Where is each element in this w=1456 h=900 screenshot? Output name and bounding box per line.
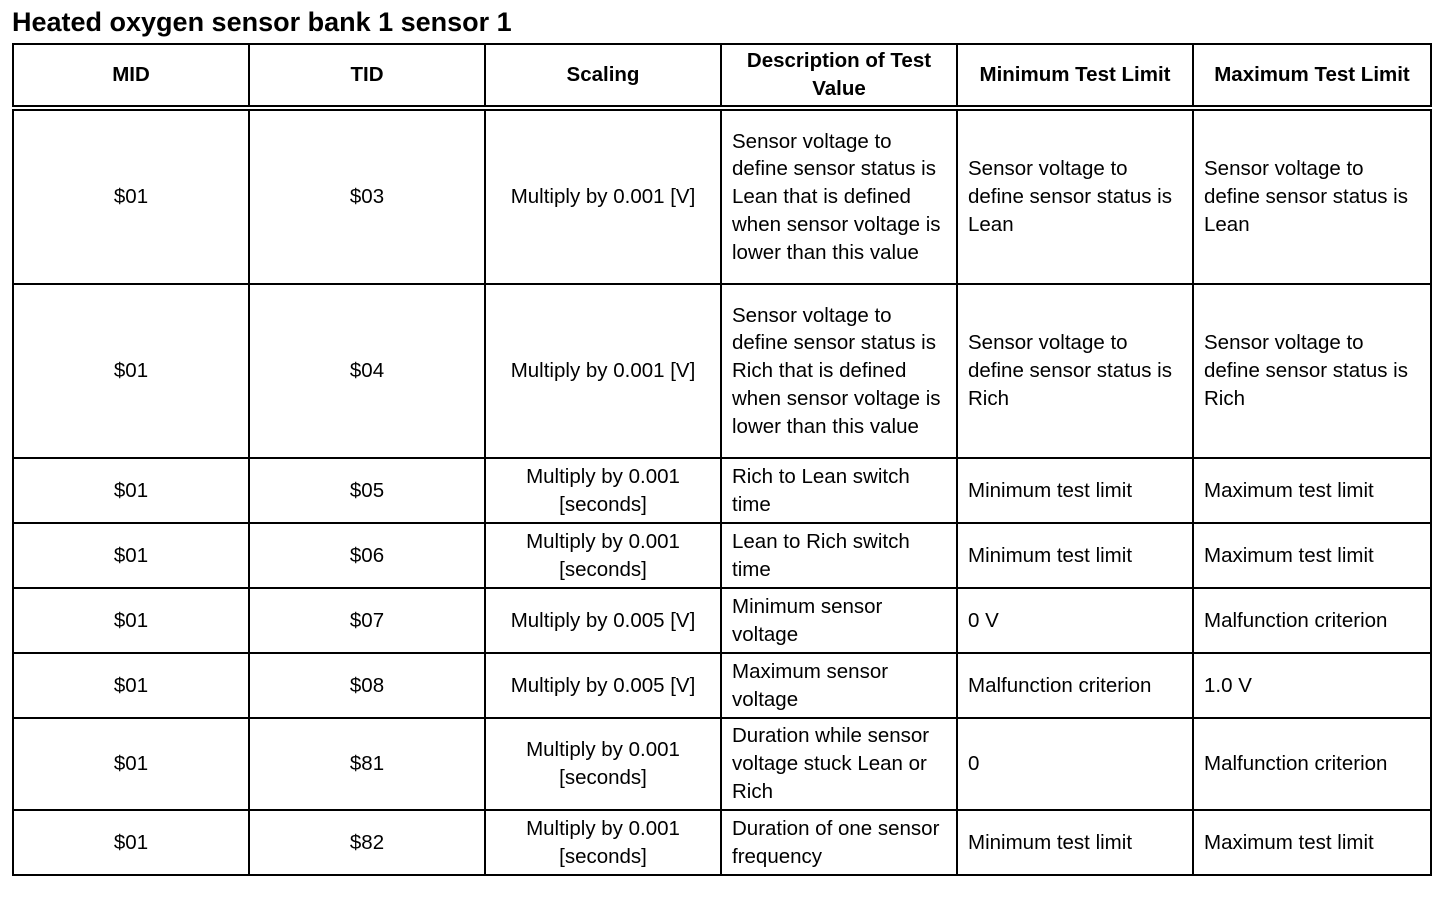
cell-max-limit: Sensor voltage to define sensor status is Lean xyxy=(1193,108,1431,284)
table-row xyxy=(13,588,1431,653)
table-header-row xyxy=(13,44,1431,108)
cell-mid: $01 xyxy=(13,458,249,523)
header-scaling: Scaling xyxy=(485,44,721,108)
cell-min-limit: Minimum test limit xyxy=(957,810,1193,875)
cell-scaling: Multiply by 0.001 [seconds] xyxy=(485,810,721,875)
table-row xyxy=(13,718,1431,810)
page-title: Heated oxygen sensor bank 1 sensor 1 xyxy=(12,7,512,37)
cell-description: Sensor voltage to define sensor status is Rich that is defined when sensor voltage is lower than this value xyxy=(721,284,957,458)
table-row xyxy=(13,458,1431,523)
cell-tid: $04 xyxy=(249,284,485,458)
cell-mid: $01 xyxy=(13,718,249,810)
cell-scaling: Multiply by 0.001 [V] xyxy=(485,108,721,284)
header-minimum-test-limit: Minimum Test Limit xyxy=(957,44,1193,108)
cell-description: Duration of one sensor frequency xyxy=(721,810,957,875)
cell-description: Sensor voltage to define sensor status is Lean that is defined when sensor voltage is lower than this value xyxy=(721,108,957,284)
cell-scaling: Multiply by 0.001 [V] xyxy=(485,284,721,458)
cell-description: Duration while sensor voltage stuck Lean or Rich xyxy=(721,718,957,810)
header-tid: TID xyxy=(249,44,485,108)
cell-mid: $01 xyxy=(13,588,249,653)
cell-mid: $01 xyxy=(13,108,249,284)
cell-description: Maximum sensor voltage xyxy=(721,653,957,718)
table-row xyxy=(13,653,1431,718)
cell-min-limit: Minimum test limit xyxy=(957,523,1193,588)
cell-scaling: Multiply by 0.001 [seconds] xyxy=(485,718,721,810)
cell-min-limit: Malfunction criterion xyxy=(957,653,1193,718)
table-row xyxy=(13,810,1431,875)
table-row xyxy=(13,284,1431,458)
cell-max-limit: Maximum test limit xyxy=(1193,523,1431,588)
header-maximum-test-limit: Maximum Test Limit xyxy=(1193,44,1431,108)
cell-min-limit: Sensor voltage to define sensor status is Rich xyxy=(957,284,1193,458)
cell-max-limit: Sensor voltage to define sensor status is Rich xyxy=(1193,284,1431,458)
cell-tid: $05 xyxy=(249,458,485,523)
table-row xyxy=(13,108,1431,284)
cell-min-limit: Minimum test limit xyxy=(957,458,1193,523)
cell-max-limit: 1.0 V xyxy=(1193,653,1431,718)
cell-description: Rich to Lean switch time xyxy=(721,458,957,523)
cell-tid: $03 xyxy=(249,108,485,284)
cell-max-limit: Maximum test limit xyxy=(1193,458,1431,523)
cell-tid: $07 xyxy=(249,588,485,653)
cell-scaling: Multiply by 0.005 [V] xyxy=(485,653,721,718)
cell-mid: $01 xyxy=(13,523,249,588)
cell-max-limit: Malfunction criterion xyxy=(1193,718,1431,810)
cell-max-limit: Malfunction criterion xyxy=(1193,588,1431,653)
cell-mid: $01 xyxy=(13,284,249,458)
header-description: Description of Test Value xyxy=(721,44,957,108)
header-mid: MID xyxy=(13,44,249,108)
cell-mid: $01 xyxy=(13,653,249,718)
cell-tid: $06 xyxy=(249,523,485,588)
cell-min-limit: Sensor voltage to define sensor status is Lean xyxy=(957,108,1193,284)
cell-description: Minimum sensor voltage xyxy=(721,588,957,653)
cell-tid: $82 xyxy=(249,810,485,875)
table-row xyxy=(13,523,1431,588)
cell-scaling: Multiply by 0.001 [seconds] xyxy=(485,458,721,523)
cell-scaling: Multiply by 0.005 [V] xyxy=(485,588,721,653)
cell-tid: $08 xyxy=(249,653,485,718)
cell-tid: $81 xyxy=(249,718,485,810)
cell-description: Lean to Rich switch time xyxy=(721,523,957,588)
test-value-table xyxy=(12,43,1432,876)
cell-min-limit: 0 xyxy=(957,718,1193,810)
cell-min-limit: 0 V xyxy=(957,588,1193,653)
cell-scaling: Multiply by 0.001 [seconds] xyxy=(485,523,721,588)
cell-mid: $01 xyxy=(13,810,249,875)
cell-max-limit: Maximum test limit xyxy=(1193,810,1431,875)
